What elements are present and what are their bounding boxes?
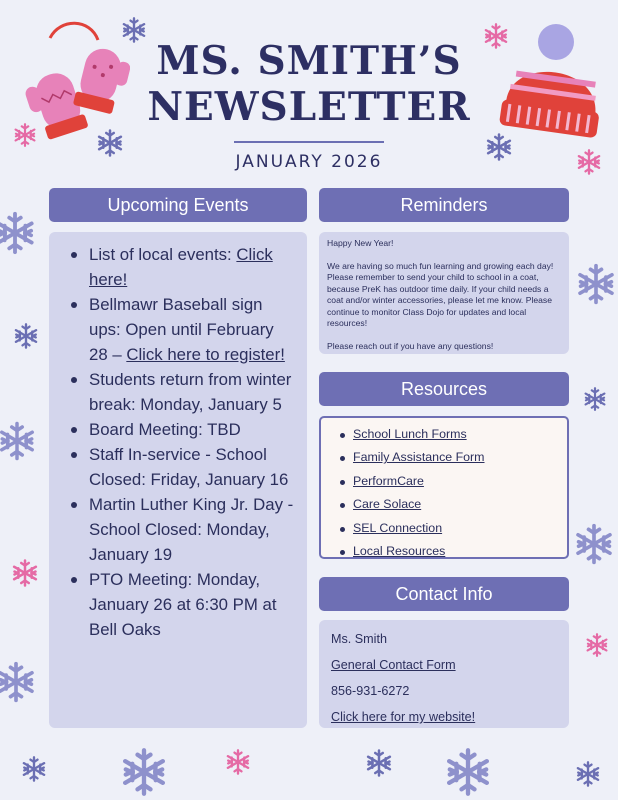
contact-phone: 856-931-6272 (331, 684, 410, 698)
resource-item (337, 540, 567, 563)
event-item (69, 492, 297, 567)
snowflake-icon (0, 420, 38, 462)
resource-link[interactable]: Care Solace (353, 497, 422, 512)
snowflake-icon (10, 558, 40, 588)
event-item (69, 292, 297, 367)
event-text: PTO Meeting: Monday, January 26 at 6:30 PM at Bell Oaks (89, 570, 277, 639)
contact-name: Ms. Smith (331, 632, 387, 646)
resource-link[interactable]: Family Assistance Form (353, 450, 485, 465)
event-text: Bellmawr Baseball sign ups: Open until February 28 – (89, 295, 274, 364)
contact-form-link[interactable]: General Contact Form (331, 658, 456, 672)
snowflake-icon (20, 755, 48, 783)
snowflake-icon (572, 522, 616, 566)
snowflake-icon (364, 748, 394, 778)
event-item (69, 567, 297, 642)
snowflake-icon (574, 262, 618, 306)
title-line-2: NEWSLETTER (147, 84, 471, 130)
resource-link[interactable]: School Lunch Forms (353, 427, 467, 441)
resource-link[interactable]: PerformCare (353, 473, 424, 488)
title-line-1: MS. SMITH’S (156, 38, 462, 84)
event-text: Staff In-service - School Closed: Friday, January 16 (89, 445, 289, 489)
resource-link[interactable]: Local Resources (353, 544, 446, 559)
event-link[interactable]: Click here to register! (126, 345, 285, 364)
event-link[interactable]: Click here! (89, 245, 273, 289)
snowflake-icon (574, 760, 602, 788)
resource-item (337, 493, 567, 516)
page-subtitle: JANUARY 2026 (235, 152, 383, 172)
page-title (0, 38, 618, 130)
event-item (69, 417, 297, 442)
website-link[interactable]: Click here for my website! (331, 710, 476, 724)
reminders-heading: Reminders (319, 188, 569, 222)
snowflake-icon (442, 746, 494, 798)
event-text: Students return from winter break: Monday, January 5 (89, 370, 292, 414)
resource-link[interactable]: SEL Connection (353, 520, 443, 535)
resources-list (321, 418, 567, 563)
snowflake-icon (0, 210, 38, 256)
resource-item (337, 446, 567, 469)
events-list (49, 232, 307, 642)
event-text: Martin Luther King Jr. Day - School Closed: Monday, January 19 (89, 495, 294, 564)
events-panel (49, 232, 307, 728)
reminders-body: We are having so much fun learning and growing each day! Please remember to send your child to school in a coat, because PreK has outdoor time daily. If your child needs a coat and/or winter accessories, please let me know. Please continue to monitor Class Dojo for updates and local resources! (327, 260, 554, 328)
snowflake-icon (584, 632, 610, 658)
reminders-closing: Please reach out if you have any questions! (327, 340, 494, 351)
resource-item (337, 517, 567, 540)
contact-heading: Contact Info (319, 577, 569, 611)
snowflake-icon (118, 746, 170, 798)
event-text: Board Meeting: TBD (89, 420, 241, 439)
event-text: List of local events: (89, 245, 237, 264)
resources-panel (319, 416, 569, 559)
snowflake-icon (12, 322, 40, 350)
snowflake-icon (582, 386, 608, 412)
snowflake-icon (0, 660, 38, 704)
event-item (69, 442, 297, 492)
reminders-panel (319, 232, 569, 354)
contact-panel (319, 620, 569, 728)
event-item (69, 367, 297, 417)
events-heading: Upcoming Events (49, 188, 307, 222)
resource-item (337, 423, 567, 446)
reminders-greeting: Happy New Year! (327, 238, 394, 248)
event-item (69, 242, 297, 292)
resource-item (337, 470, 567, 493)
resources-heading: Resources (319, 372, 569, 406)
title-divider (234, 141, 384, 143)
snowflake-icon (224, 748, 252, 776)
